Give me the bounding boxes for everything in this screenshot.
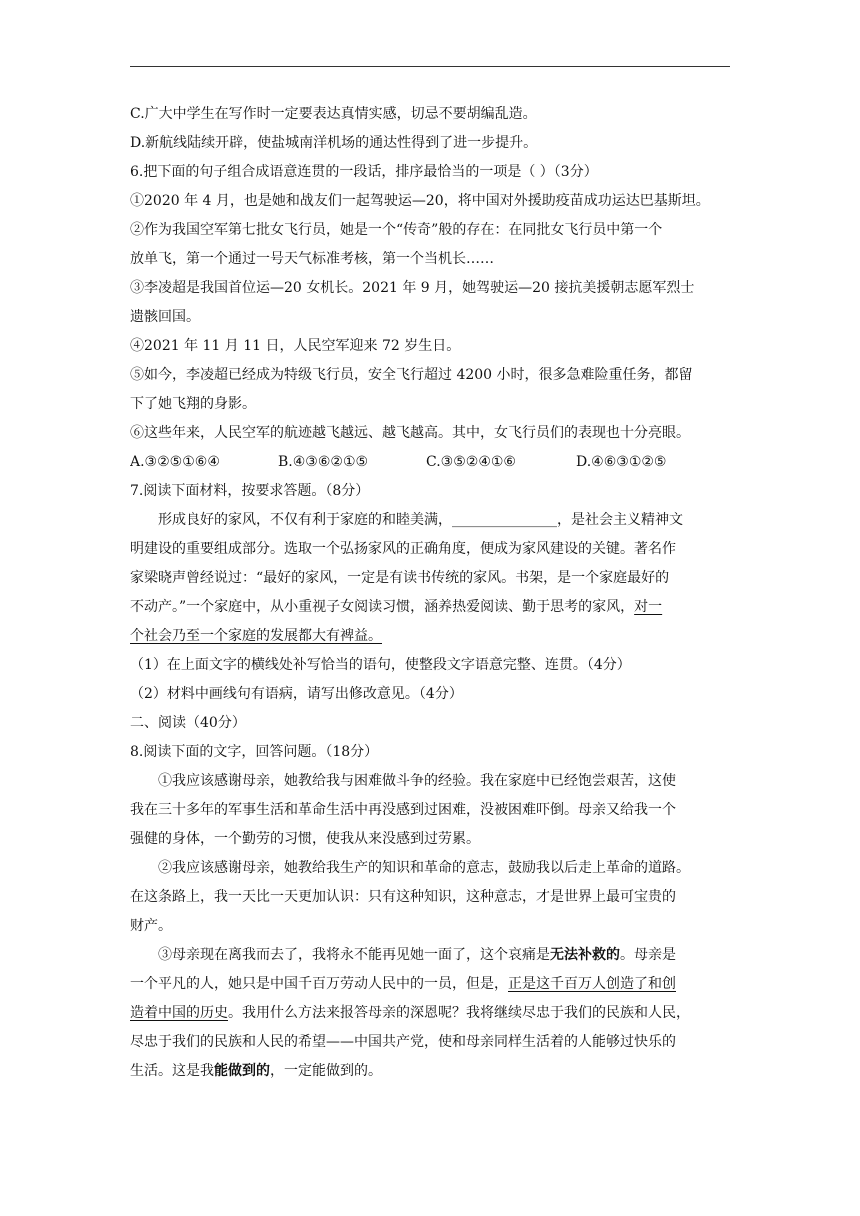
passage-para-2-line-3: 财产。 [130,918,172,934]
sentence-5-line-2: 下了她飞翔的身影。 [130,396,256,412]
material-line-1: 形成良好的家风，不仅有利于家庭的和睦美满，_______________，是社会主义精神文 [158,512,683,528]
question-7-1: （1）在上面文字的横线处补写恰当的语句，使整段文字语意完整、连贯。（4分） [130,657,631,673]
sentence-3-line-2: 遗骸回国。 [130,309,200,325]
q6-option-b: B.④③⑥②①⑤ [278,454,369,470]
passage-para-3-line-2 [130,970,730,999]
question-7-stem: 7.阅读下面材料，按要求答题。（8分） [130,483,370,499]
option-d-text: D.新航线陆续开辟，使盐城南洋机场的通达性得到了进一步提升。 [130,135,538,151]
passage-para-1-line-2: 我在三十多年的军事生活和革命生活中再没感到过困难，没被困难吓倒。母亲又给我一个 [130,802,676,818]
material-line-4-text: 不动产。”一个家庭中，从小重视子女阅读习惯，涵养热爱阅读、勤于思考的家风， [130,599,635,615]
question-6-options [130,448,730,477]
passage-para-3-line-4: 尽忠于我们的民族和人民的希望——中国共产党，使和母亲同样生活着的人能够过快乐的 [130,1034,676,1050]
material-line-3: 家梁晓声曾经说过：“最好的家风，一定是有读书传统的家风。书架，是一个家庭最好的 [130,570,670,586]
material-line-5 [130,622,730,651]
header-rule [130,66,730,67]
sentence-1: ①2020 年 4 月，也是她和战友们一起驾驶运—20，将中国对外援助疫苗成功运达巴基斯坦。 [130,193,710,209]
question-6-stem: 6.把下面的句子组合成语意连贯的一段话，排序最恰当的一项是（ ）（3分） [130,164,598,180]
option-c-text: C.广大中学生在写作时一定要表达真情实感，切忌不要胡编乱造。 [130,106,537,122]
q6-option-c: C.③⑤②④①⑥ [426,454,516,470]
sentence-2-line-1: ②作为我国空军第七批女飞行员，她是一个“传奇”般的存在：在同批女飞行员中第一个 [130,222,663,238]
section-2-heading: 二、阅读（40分） [130,715,246,731]
bold-phrase-1: 无法补救的 [550,947,620,963]
passage-para-3-line-3 [130,999,730,1028]
passage-para-2-line-2: 在这条路上，我一天比一天更加认识：只有这种知识，这种意志，才是世界上最可宝贵的 [130,889,676,905]
para-3-line-3-text: 。我用什么方法来报答母亲的深恩呢？我将继续尽忠于我们的民族和人民， [228,1005,690,1021]
passage-para-2-line-1: ②我应该感谢母亲，她教给我生产的知识和革命的意志，鼓励我以后走上革命的道路。 [158,860,690,876]
underlined-phrase-part-1: 正是这千百万人创造了和创 [508,976,676,992]
underlined-sentence-part-1: 对一 [634,599,663,615]
sentence-5-line-1: ⑤如今，李凌超已经成为特级飞行员，安全飞行超过 4200 小时，很多急难险重任务，都留 [130,367,693,383]
para-3-line-2-text: 一个平凡的人，她只是中国千百万劳动人民中的一员，但是， [130,976,508,992]
para-3-line-1-text: ③母亲现在离我而去了，我将永不能再见她一面了，这个哀痛是 [158,947,550,963]
sentence-6: ⑥这些年来，人民空军的航迹越飞越远、越飞越高。其中，女飞行员们的表现也十分亮眼。 [130,425,690,441]
sentence-3-line-1: ③李凌超是我国首位运—20 女机长。2021 年 9 月，她驾驶运—20 接抗美援朝志愿军烈士 [130,280,695,296]
para-3-line-5-text: 生活。这是我 [130,1063,214,1079]
underlined-sentence-part-2: 个社会乃至一个家庭的发展都大有裨益。 [130,628,382,644]
para-3-line-1-tail: 。母亲是 [620,947,676,963]
bold-phrase-2: 能做到的 [214,1063,270,1079]
para-3-line-5-tail: ，一定能做到的。 [270,1063,382,1079]
q6-option-a: A.③②⑤①⑥④ [130,454,220,470]
material-line-4 [130,593,730,622]
underlined-phrase-part-2: 造着中国的历史 [130,1005,228,1021]
passage-para-1-line-1: ①我应该感谢母亲，她教给我与困难做斗争的经验。我在家庭中已经饱尝艰苦，这使 [158,773,676,789]
question-7-2: （2）材料中画线句有语病，请写出修改意见。（4分） [130,686,463,702]
passage-para-3-line-5 [130,1057,730,1086]
sentence-2-line-2: 放单飞，第一个通过一号天气标准考核，第一个当机长…… [130,251,494,267]
question-8-stem: 8.阅读下面的文字，回答问题。（18分） [130,744,379,760]
passage-para-3-line-1 [130,941,730,970]
sentence-4: ④2021 年 11 月 11 日，人民空军迎来 72 岁生日。 [130,338,461,354]
material-line-2: 明建设的重要组成部分。选取一个弘扬家风的正确角度，便成为家风建设的关键。著名作 [130,541,676,557]
document-body [130,100,730,1086]
passage-para-1-line-3: 强健的身体，一个勤劳的习惯，使我从来没感到过劳累。 [130,831,480,847]
q6-option-d: D.④⑥③①②⑤ [576,454,667,470]
